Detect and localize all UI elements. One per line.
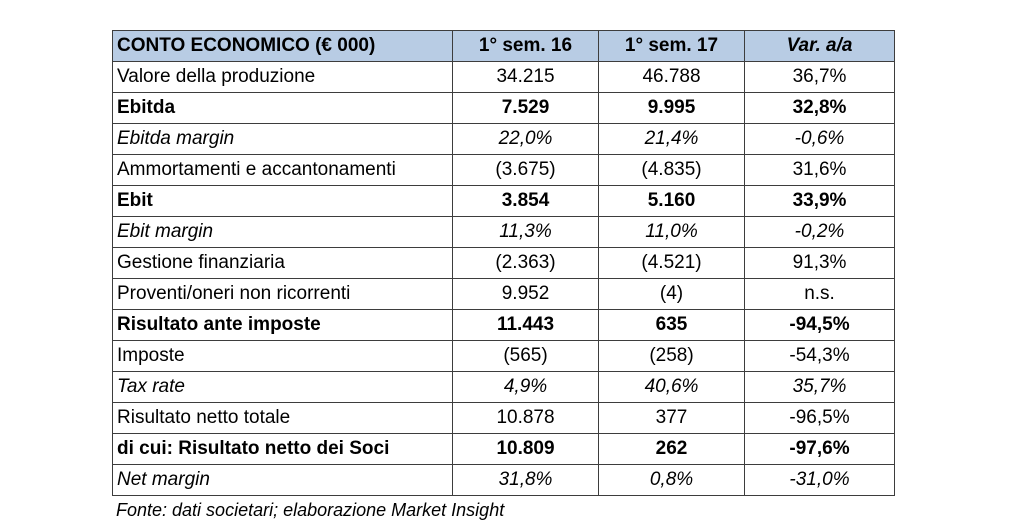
row-sem16-value: 10.809 <box>453 434 599 465</box>
header-title: CONTO ECONOMICO (€ 000) <box>113 31 453 62</box>
row-sem17-value: (258) <box>599 341 745 372</box>
row-label: Risultato netto totale <box>113 403 453 434</box>
table-row <box>113 217 895 248</box>
row-sem17-value: 40,6% <box>599 372 745 403</box>
table-row <box>113 248 895 279</box>
table-row <box>113 310 895 341</box>
row-sem17-value: (4) <box>599 279 745 310</box>
row-sem17-value: 21,4% <box>599 124 745 155</box>
row-variation-value: -54,3% <box>745 341 895 372</box>
row-sem16-value: (2.363) <box>453 248 599 279</box>
row-label: Valore della produzione <box>113 62 453 93</box>
source-note: Fonte: dati societari; elaborazione Market Insight <box>116 500 505 520</box>
row-label: Ammortamenti e accantonamenti <box>113 155 453 186</box>
row-label: Ebit margin <box>113 217 453 248</box>
table-header-row <box>113 31 895 62</box>
row-sem16-value: 10.878 <box>453 403 599 434</box>
table-row <box>113 124 895 155</box>
table-row <box>113 341 895 372</box>
table-row <box>113 155 895 186</box>
row-variation-value: -31,0% <box>745 465 895 496</box>
row-label: Ebitda <box>113 93 453 124</box>
table-row <box>113 403 895 434</box>
table-row <box>113 279 895 310</box>
table-row <box>113 434 895 465</box>
row-sem16-value: 4,9% <box>453 372 599 403</box>
header-variation: Var. a/a <box>745 31 895 62</box>
row-sem16-value: 11.443 <box>453 310 599 341</box>
row-label: Net margin <box>113 465 453 496</box>
row-sem16-value: 11,3% <box>453 217 599 248</box>
table-row <box>113 372 895 403</box>
table-row <box>113 186 895 217</box>
row-label: Risultato ante imposte <box>113 310 453 341</box>
row-sem16-value: 34.215 <box>453 62 599 93</box>
row-sem16-value: 31,8% <box>453 465 599 496</box>
row-variation-value: 91,3% <box>745 248 895 279</box>
header-sem16: 1° sem. 16 <box>453 31 599 62</box>
row-sem16-value: 7.529 <box>453 93 599 124</box>
table-row <box>113 93 895 124</box>
row-label: Ebitda margin <box>113 124 453 155</box>
row-sem16-value: (565) <box>453 341 599 372</box>
row-variation-value: 32,8% <box>745 93 895 124</box>
row-sem16-value: 22,0% <box>453 124 599 155</box>
row-label: di cui: Risultato netto dei Soci <box>113 434 453 465</box>
row-variation-value: -0,6% <box>745 124 895 155</box>
row-sem17-value: 0,8% <box>599 465 745 496</box>
row-label: Gestione finanziaria <box>113 248 453 279</box>
row-variation-value: 33,9% <box>745 186 895 217</box>
row-sem17-value: (4.521) <box>599 248 745 279</box>
income-statement-table <box>112 30 895 496</box>
row-sem16-value: (3.675) <box>453 155 599 186</box>
row-label: Proventi/oneri non ricorrenti <box>113 279 453 310</box>
row-variation-value: -96,5% <box>745 403 895 434</box>
income-statement-table-wrapper <box>112 30 895 496</box>
row-variation-value: -0,2% <box>745 217 895 248</box>
row-sem17-value: 635 <box>599 310 745 341</box>
row-sem16-value: 9.952 <box>453 279 599 310</box>
row-variation-value: n.s. <box>745 279 895 310</box>
row-label: Ebit <box>113 186 453 217</box>
row-sem17-value: 9.995 <box>599 93 745 124</box>
row-variation-value: -94,5% <box>745 310 895 341</box>
row-sem17-value: 11,0% <box>599 217 745 248</box>
row-sem17-value: 262 <box>599 434 745 465</box>
row-sem17-value: 377 <box>599 403 745 434</box>
table-row <box>113 62 895 93</box>
header-sem17: 1° sem. 17 <box>599 31 745 62</box>
row-sem17-value: 46.788 <box>599 62 745 93</box>
row-sem16-value: 3.854 <box>453 186 599 217</box>
row-variation-value: 35,7% <box>745 372 895 403</box>
row-sem17-value: 5.160 <box>599 186 745 217</box>
row-sem17-value: (4.835) <box>599 155 745 186</box>
row-variation-value: 36,7% <box>745 62 895 93</box>
row-variation-value: 31,6% <box>745 155 895 186</box>
row-label: Imposte <box>113 341 453 372</box>
row-variation-value: -97,6% <box>745 434 895 465</box>
row-label: Tax rate <box>113 372 453 403</box>
table-body <box>113 31 895 496</box>
table-row <box>113 465 895 496</box>
